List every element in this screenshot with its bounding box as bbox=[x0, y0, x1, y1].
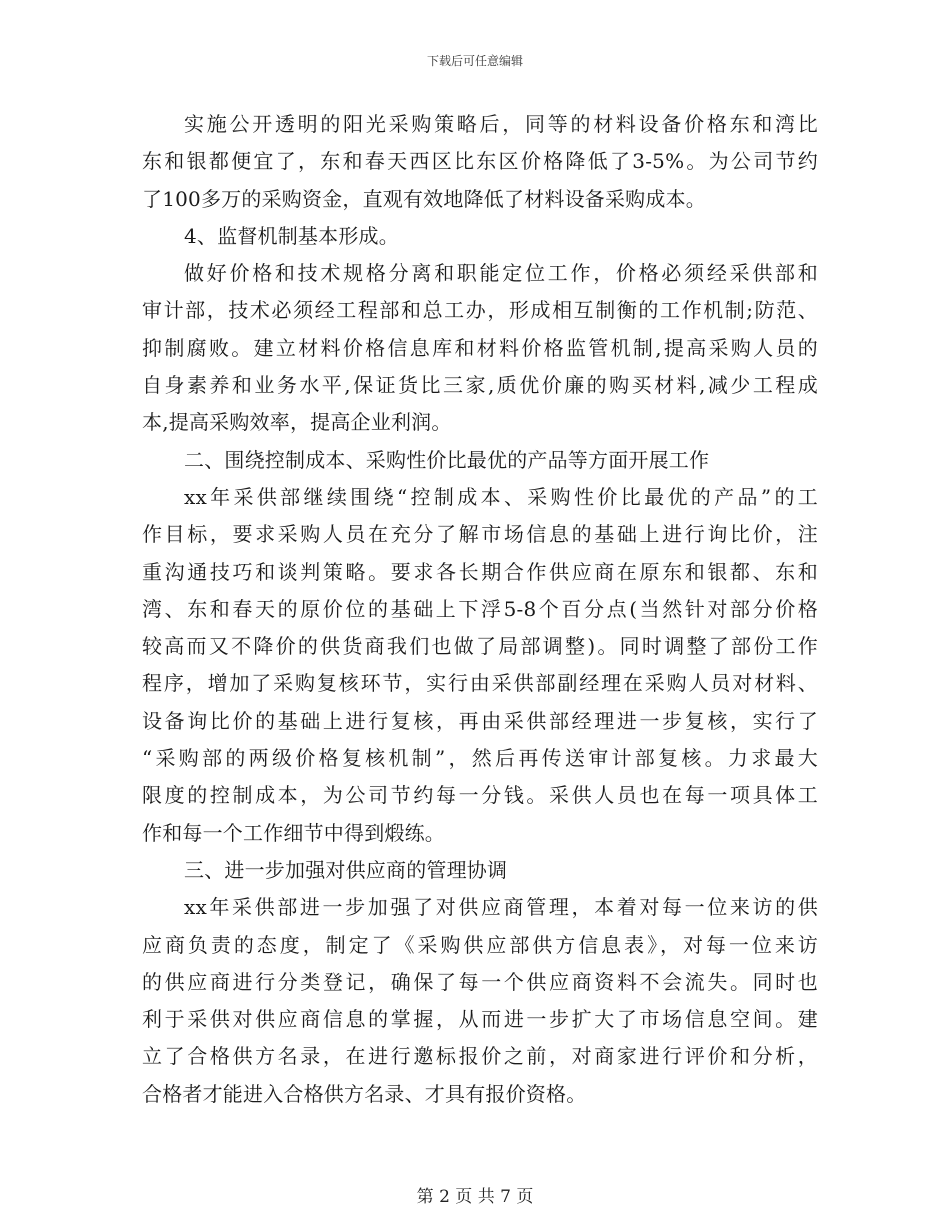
text-line: 二、围绕控制成本、采购性价比最优的产品等方面开展工作 bbox=[184, 447, 710, 472]
text-line: 本,提高采购效率，提高企业利润。 bbox=[142, 410, 452, 435]
text-line: 设备询比价的基础上进行复核，再由采供部经理进一步复核，实行了 bbox=[142, 708, 818, 733]
text-line: 4、监督机制基本形成。 bbox=[184, 223, 399, 248]
text-line: 重沟通技巧和谈判策略。要求各长期合作供应商在原东和银都、东和 bbox=[142, 559, 818, 584]
text-line: 作目标，要求采购人员在充分了解市场信息的基础上进行询比价，注 bbox=[142, 522, 818, 547]
text-line: 三、进一步加强对供应商的管理协调 bbox=[184, 857, 508, 882]
text-line: 限度的控制成本，为公司节约每一分钱。采供人员也在每一项具体工 bbox=[142, 783, 818, 808]
document-body bbox=[142, 106, 818, 1113]
text-line: 的供应商进行分类登记，确保了每一个供应商资料不会流失。同时也 bbox=[142, 969, 818, 994]
text-line: 湾、东和春天的原价位的基础上下浮5-8个百分点(当然针对部分价格 bbox=[142, 596, 818, 621]
text-line: 合格者才能进入合格供方名录、才具有报价资格。 bbox=[142, 1081, 587, 1106]
text-line: 实施公开透明的阳光采购策略后，同等的材料设备价格东和湾比 bbox=[184, 112, 818, 136]
text-line: 自身素养和业务水平,保证货比三家,质优价廉的购买材料,减少工程成 bbox=[142, 373, 818, 398]
text-line: 了100多万的采购资金，直观有效地降低了材料设备采购成本。 bbox=[142, 186, 706, 211]
text-line: 应商负责的态度，制定了《采购供应部供方信息表》，对每一位来访 bbox=[142, 932, 818, 957]
text-line: 审计部，技术必须经工程部和总工办，形成相互制衡的工作机制;防范、 bbox=[142, 298, 818, 323]
page-footer: 第 2 页 共 7 页 bbox=[416, 1187, 534, 1207]
text-line: 较高而又不降价的供货商我们也做了局部调整)。同时调整了部份工作 bbox=[142, 634, 818, 659]
text-line: 抑制腐败。建立材料价格信息库和材料价格监管机制,提高采购人员的 bbox=[142, 335, 818, 360]
page-header: 下载后可任意编辑 bbox=[426, 54, 523, 68]
text-line: 程序，增加了采购复核环节，实行由采供部副经理在采购人员对材料、 bbox=[142, 671, 818, 696]
text-line: “采购部的两级价格复核机制”，然后再传送审计部复核。力求最大 bbox=[142, 746, 818, 771]
text-line: 立了合格供方名录，在进行邀标报价之前，对商家进行评价和分析， bbox=[142, 1044, 818, 1069]
text-line: 利于采供对供应商信息的掌握，从而进一步扩大了市场信息空间。建 bbox=[142, 1007, 818, 1032]
text-line: 做好价格和技术规格分离和职能定位工作，价格必须经采供部和 bbox=[184, 261, 818, 286]
text-line: xx年采供部进一步加强了对供应商管理，本着对每一位来访的供 bbox=[184, 895, 818, 920]
text-line: 作和每一个工作细节中得到煅练。 bbox=[142, 820, 445, 845]
text-line: 东和银都便宜了，东和春天西区比东区价格降低了3-5%。为公司节约 bbox=[142, 149, 818, 174]
text-line: xx年采供部继续围绕“控制成本、采购性价比最优的产品”的工 bbox=[184, 484, 818, 509]
